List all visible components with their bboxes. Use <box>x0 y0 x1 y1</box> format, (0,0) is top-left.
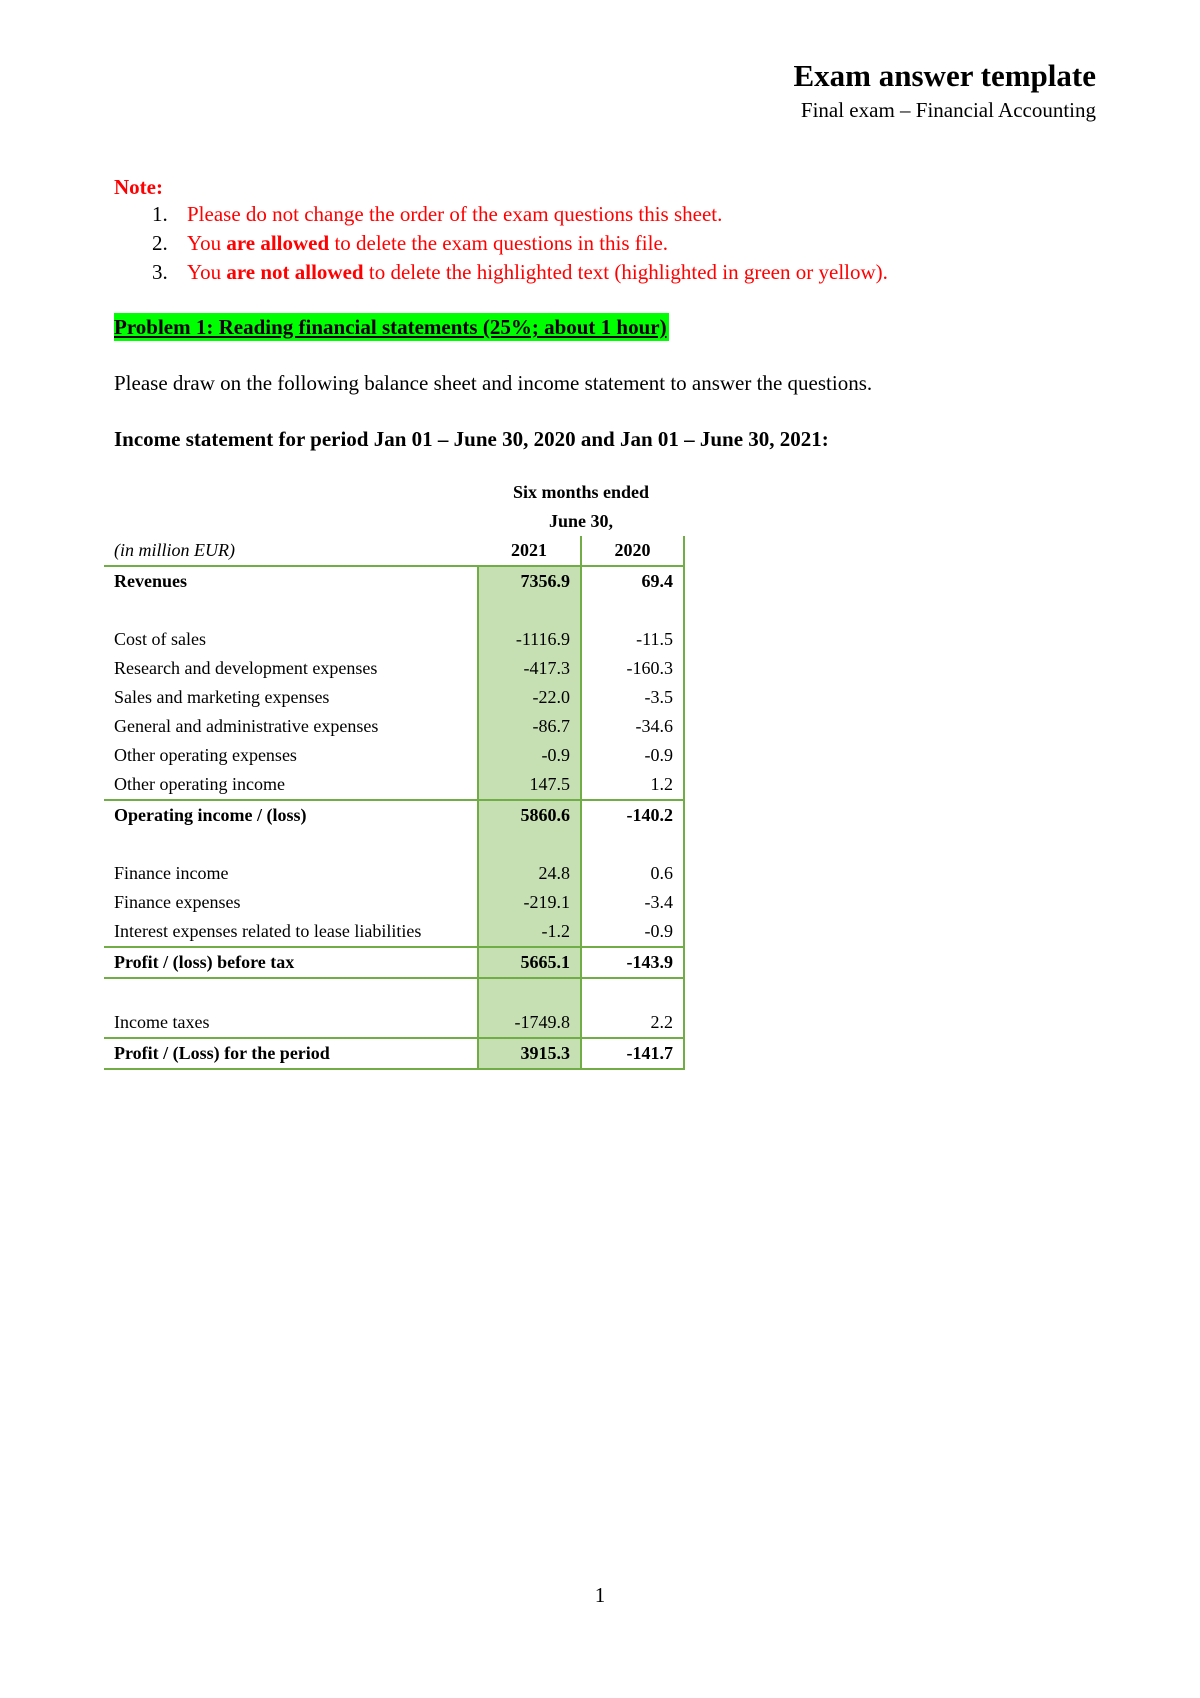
note-text: You <box>187 260 227 284</box>
year-header-2021: 2021 <box>478 536 581 566</box>
value-2020: -3.5 <box>581 683 684 712</box>
value-2020: 1.2 <box>581 770 684 800</box>
value-2021: 5860.6 <box>478 800 581 830</box>
note-number: 1. <box>152 202 168 226</box>
year-header-2020: 2020 <box>581 536 684 566</box>
note-text: Please do not change the order of the exam questions this sheet. <box>187 202 723 226</box>
table-row <box>104 683 684 712</box>
table-row <box>104 712 684 741</box>
value-2020: -11.5 <box>581 625 684 654</box>
value-2021: -219.1 <box>478 888 581 917</box>
table-row <box>104 566 684 596</box>
row-label: General and administrative expenses <box>114 716 379 736</box>
table-row <box>104 654 684 683</box>
note-emphasis: are not allowed <box>226 260 364 284</box>
row-label: Finance expenses <box>114 892 241 912</box>
value-2021: 5665.1 <box>478 947 581 978</box>
row-label: Profit / (loss) before tax <box>104 947 478 978</box>
table-row <box>104 770 684 800</box>
table-row <box>104 1008 684 1038</box>
value-2020: -34.6 <box>581 712 684 741</box>
value-2021: -0.9 <box>478 741 581 770</box>
row-label: Research and development expenses <box>114 658 378 678</box>
table-row <box>104 859 684 888</box>
value-2020: -3.4 <box>581 888 684 917</box>
row-label: Interest expenses related to lease liabilities <box>114 921 422 941</box>
note-section <box>114 174 888 287</box>
row-label: Income taxes <box>114 1012 210 1032</box>
table-row <box>104 741 684 770</box>
table-row <box>104 800 684 830</box>
value-2021: -22.0 <box>478 683 581 712</box>
row-label: Profit / (Loss) for the period <box>104 1038 478 1069</box>
note-list <box>114 200 888 287</box>
value-2020: 69.4 <box>581 566 684 596</box>
income-statement-table <box>104 478 685 1070</box>
note-item-1 <box>114 200 888 229</box>
row-label: Other operating income <box>114 774 285 794</box>
value-2021: 147.5 <box>478 770 581 800</box>
value-2020: -160.3 <box>581 654 684 683</box>
unit-label: (in million EUR) <box>114 540 235 560</box>
value-2021: 3915.3 <box>478 1038 581 1069</box>
value-2021: -86.7 <box>478 712 581 741</box>
period-header: Six months ended <box>512 482 650 502</box>
value-2020: -140.2 <box>581 800 684 830</box>
value-2020: 0.6 <box>581 859 684 888</box>
page-number: 1 <box>594 1583 606 1607</box>
value-2021: -1749.8 <box>478 1008 581 1038</box>
value-2021: -417.3 <box>478 654 581 683</box>
note-number: 2. <box>152 231 168 255</box>
table-row <box>104 1038 684 1069</box>
note-item-2 <box>114 229 888 258</box>
note-item-3 <box>114 258 888 287</box>
document-header <box>794 56 1097 124</box>
value-2021: -1116.9 <box>478 625 581 654</box>
document-title: Exam answer template <box>793 58 1096 93</box>
income-statement-heading: Income statement for period Jan 01 – June 30, 2020 and Jan 01 – June 30, 2021: <box>114 427 829 451</box>
value-2020: 2.2 <box>581 1008 684 1038</box>
note-emphasis: are allowed <box>226 231 330 255</box>
value-2021: -1.2 <box>478 917 581 947</box>
row-label: Operating income / (loss) <box>104 800 478 830</box>
row-label: Other operating expenses <box>114 745 297 765</box>
intro-paragraph: Please draw on the following balance sheet and income statement to answer the questions. <box>114 371 873 395</box>
value-2020: -141.7 <box>581 1038 684 1069</box>
row-label: Revenues <box>104 566 478 596</box>
problem-heading: Problem 1: Reading financial statements (25%; about 1 hour) <box>114 315 667 339</box>
value-2020: -0.9 <box>581 741 684 770</box>
note-text: to delete the highlighted text (highlighted in green or yellow). <box>363 260 888 284</box>
table-row <box>104 625 684 654</box>
row-label: Finance income <box>114 863 229 883</box>
note-text: to delete the exam questions in this file. <box>329 231 669 255</box>
table-row <box>104 888 684 917</box>
note-text: You <box>187 231 227 255</box>
row-label: Sales and marketing expenses <box>114 687 330 707</box>
note-number: 3. <box>152 260 168 284</box>
value-2021: 7356.9 <box>478 566 581 596</box>
row-label: Cost of sales <box>114 629 206 649</box>
period-header-date: June 30, <box>548 511 613 531</box>
value-2020: -143.9 <box>581 947 684 978</box>
table-row <box>104 947 684 978</box>
value-2020: -0.9 <box>581 917 684 947</box>
document-subtitle: Final exam – Financial Accounting <box>800 98 1096 122</box>
value-2021: 24.8 <box>478 859 581 888</box>
note-label: Note: <box>114 175 163 199</box>
table-row <box>104 917 684 947</box>
